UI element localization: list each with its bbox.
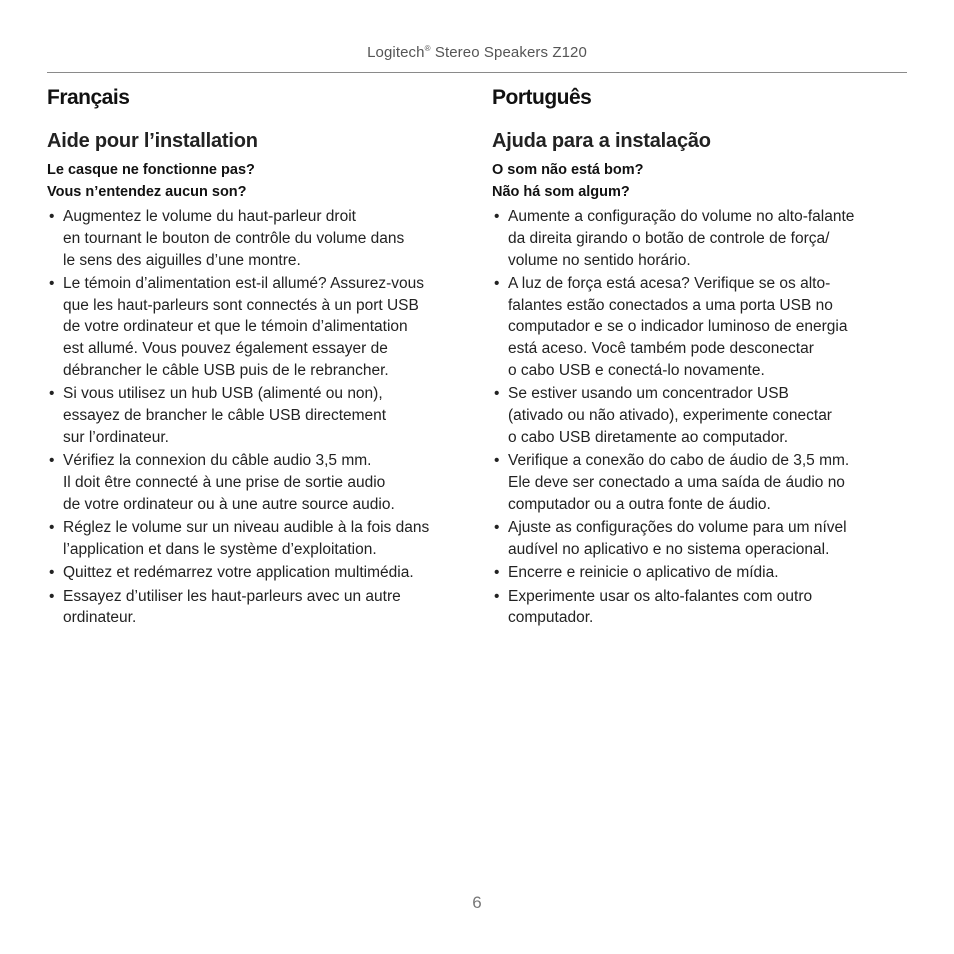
list-item xyxy=(492,273,910,382)
list-item-line: sur l’ordinateur. xyxy=(63,428,169,446)
list-item-line: Vérifiez la connexion du câble audio 3,5 mm. xyxy=(63,452,372,470)
list-item-line: o cabo USB diretamente ao computador. xyxy=(508,428,789,446)
french-question xyxy=(47,160,465,203)
bullet-icon: • xyxy=(49,587,55,605)
page-number: 6 xyxy=(472,893,482,912)
list-item-line: le sens des aiguilles d’une montre. xyxy=(63,251,301,269)
bullet-icon: • xyxy=(49,519,55,537)
header-divider xyxy=(47,72,907,73)
list-item-line: essayez de brancher le câble USB directement xyxy=(63,407,387,425)
list-item-line: Aumente a configuração do volume no alto-falante xyxy=(508,208,855,225)
list-item-line: Ajuste as configurações do volume para um nível xyxy=(508,519,847,537)
list-item xyxy=(492,586,910,630)
header-product: Stereo Speakers Z120 xyxy=(430,44,587,61)
list-item-line: (ativado ou não ativado), experimente conectar xyxy=(508,407,832,425)
bullet-icon: • xyxy=(494,452,500,470)
list-item-line: Experimente usar os alto-falantes com outro xyxy=(508,587,813,605)
list-item-line: computador e se o indicador luminoso de energia xyxy=(508,318,848,336)
list-item-line: falantes estão conectados a uma porta USB no xyxy=(508,296,833,314)
list-item xyxy=(492,517,910,561)
bullet-icon: • xyxy=(49,274,55,292)
list-item-line: débrancher le câble USB puis de le rebrancher. xyxy=(63,362,389,380)
bullet-icon: • xyxy=(494,564,500,582)
list-item-line: Réglez le volume sur un niveau audible à la fois dans xyxy=(63,519,430,537)
french-language-heading: Français xyxy=(47,86,130,109)
bullet-icon: • xyxy=(494,587,500,605)
list-item-line: Essayez d’utiliser les haut-parleurs avec un autre xyxy=(63,587,401,605)
list-item-line: Se estiver usando um concentrador USB xyxy=(508,385,789,403)
list-item xyxy=(47,450,465,515)
list-item xyxy=(47,517,465,561)
bullet-icon: • xyxy=(494,208,500,225)
list-item-line: Le témoin d’alimentation est-il allumé? Assurez-vous xyxy=(63,274,424,292)
list-item-line: Augmentez le volume du haut-parleur droit xyxy=(63,208,356,225)
bullet-icon: • xyxy=(494,519,500,537)
french-troubleshooting-list xyxy=(47,206,465,629)
list-item-line: da direita girando o botão de controle de força/ xyxy=(508,229,830,247)
bullet-icon: • xyxy=(494,274,500,292)
french-section-title: Aide pour l’installation xyxy=(47,130,258,152)
bullet-icon: • xyxy=(49,564,55,582)
list-item-line: audível no aplicativo e no sistema operacional. xyxy=(508,540,830,558)
list-item xyxy=(492,206,910,271)
list-item-line: Encerre e reinicie o aplicativo de mídia. xyxy=(508,564,779,582)
french-question-line: Le casque ne fonctionne pas? xyxy=(47,162,255,178)
list-item-line: A luz de força está acesa? Verifique se os alto- xyxy=(508,274,831,292)
french-question-line: Vous n’entendez aucun son? xyxy=(47,183,247,200)
portuguese-question xyxy=(492,160,910,203)
running-header xyxy=(0,44,954,61)
portuguese-language-heading: Português xyxy=(492,86,592,109)
list-item xyxy=(47,586,465,630)
portuguese-troubleshooting-list xyxy=(492,206,910,629)
portuguese-question-line: O som não está bom? xyxy=(492,162,644,178)
list-item-line: está aceso. Você também pode desconectar xyxy=(508,340,814,358)
list-item xyxy=(47,206,465,271)
header-brand: Logitech xyxy=(367,44,425,61)
bullet-icon: • xyxy=(494,385,500,403)
list-item-line: que les haut-parleurs sont connectés à un port USB xyxy=(63,296,419,314)
bullet-icon: • xyxy=(49,385,55,403)
list-item xyxy=(492,450,910,515)
list-item-line: Ele deve ser conectado a uma saída de áudio no xyxy=(508,474,845,492)
list-item-line: o cabo USB e conectá-lo novamente. xyxy=(508,362,765,380)
list-item-line: ordinateur. xyxy=(63,609,137,627)
list-item-line: volume no sentido horário. xyxy=(508,251,691,269)
portuguese-question-line: Não há som algum? xyxy=(492,183,630,200)
list-item xyxy=(47,383,465,448)
bullet-icon: • xyxy=(49,208,55,225)
list-item xyxy=(492,562,910,584)
list-item-line: l’application et dans le système d’exploitation. xyxy=(63,540,377,558)
french-column xyxy=(47,84,465,631)
list-item-line: Il doit être connecté à une prise de sortie audio xyxy=(63,474,386,492)
bullet-icon: • xyxy=(49,452,55,470)
list-item xyxy=(492,383,910,448)
portuguese-column xyxy=(492,84,910,631)
list-item-line: en tournant le bouton de contrôle du volume dans xyxy=(63,229,405,247)
list-item-line: de votre ordinateur ou à une autre source audio. xyxy=(63,495,395,513)
list-item xyxy=(47,273,465,382)
registered-mark: ® xyxy=(424,44,431,53)
list-item-line: Verifique a conexão do cabo de áudio de 3,5 mm. xyxy=(508,452,850,470)
list-item-line: computador ou a outra fonte de áudio. xyxy=(508,495,771,513)
list-item-line: Quittez et redémarrez votre application multimédia. xyxy=(63,564,414,582)
list-item xyxy=(47,562,465,584)
list-item-line: de votre ordinateur et que le témoin d’alimentation xyxy=(63,318,408,336)
list-item-line: computador. xyxy=(508,609,594,627)
portuguese-section-title: Ajuda para a instalação xyxy=(492,130,711,152)
list-item-line: Si vous utilisez un hub USB (alimenté ou non), xyxy=(63,385,383,403)
list-item-line: est allumé. Vous pouvez également essayer de xyxy=(63,340,388,358)
